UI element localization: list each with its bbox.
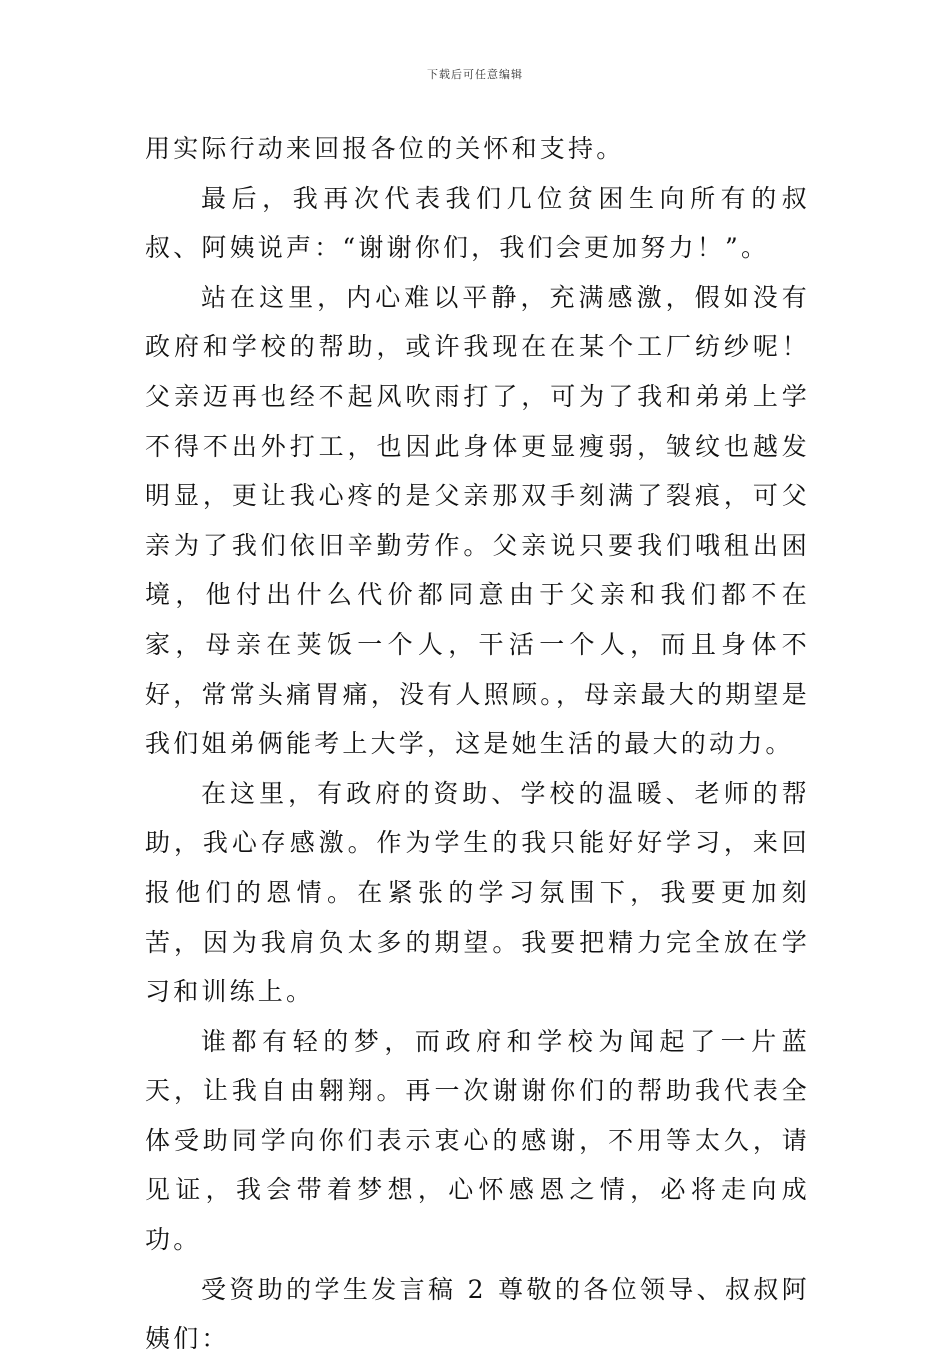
document-body [145,124,810,1364]
paragraph: 站在这里，内心难以平静，充满感激，假如没有政府和学校的帮助，或许我现在在某个工厂纺纱呢！父亲迈再也经不起风吹雨打了，可为了我和弟弟上学不得不出外打工，也因此身体更显瘦弱，皱纹也越发明显，更让我心疼的是父亲那双手刻满了裂痕，可父亲为了我们依旧辛勤劳作。父亲说只要我们哦租出困境，他付出什么代价都同意由于父亲和我们都不在家，母亲在荚饭一个人，干活一个人，而且身体不好，常常头痛胃痛，没有人照顾。，母亲最大的期望是我们姐弟俩能考上大学，这是她生活的最大的动力。 [145,282,810,759]
paragraph: 谁都有轻的梦，而政府和学校为闻起了一片蓝天，让我自由翱翔。再一次谢谢你们的帮助我代表全体受助同学向你们表示衷心的感谢，不用等太久，请见证，我会带着梦想，心怀感恩之情，必将走向成功。 [145,1026,810,1255]
paragraph: 最后，我再次代表我们几位贫困生向所有的叔叔、阿姨说声：“谢谢你们，我们会更加努力！”。 [145,183,810,263]
paragraph: 受资助的学生发言稿 2 尊敬的各位领导、叔叔阿姨们： [145,1274,810,1354]
page-header: 下载后可任意编辑 [427,68,523,81]
paragraph: 在这里，有政府的资助、学校的温暖、老师的帮助，我心存感激。作为学生的我只能好好学习，来回报他们的恩情。在紧张的学习氛围下，我要更加刻苦，因为我肩负太多的期望。我要把精力完全放在学习和训练上。 [145,778,810,1007]
paragraph: 用实际行动来回报各位的关怀和支持。 [145,134,625,163]
